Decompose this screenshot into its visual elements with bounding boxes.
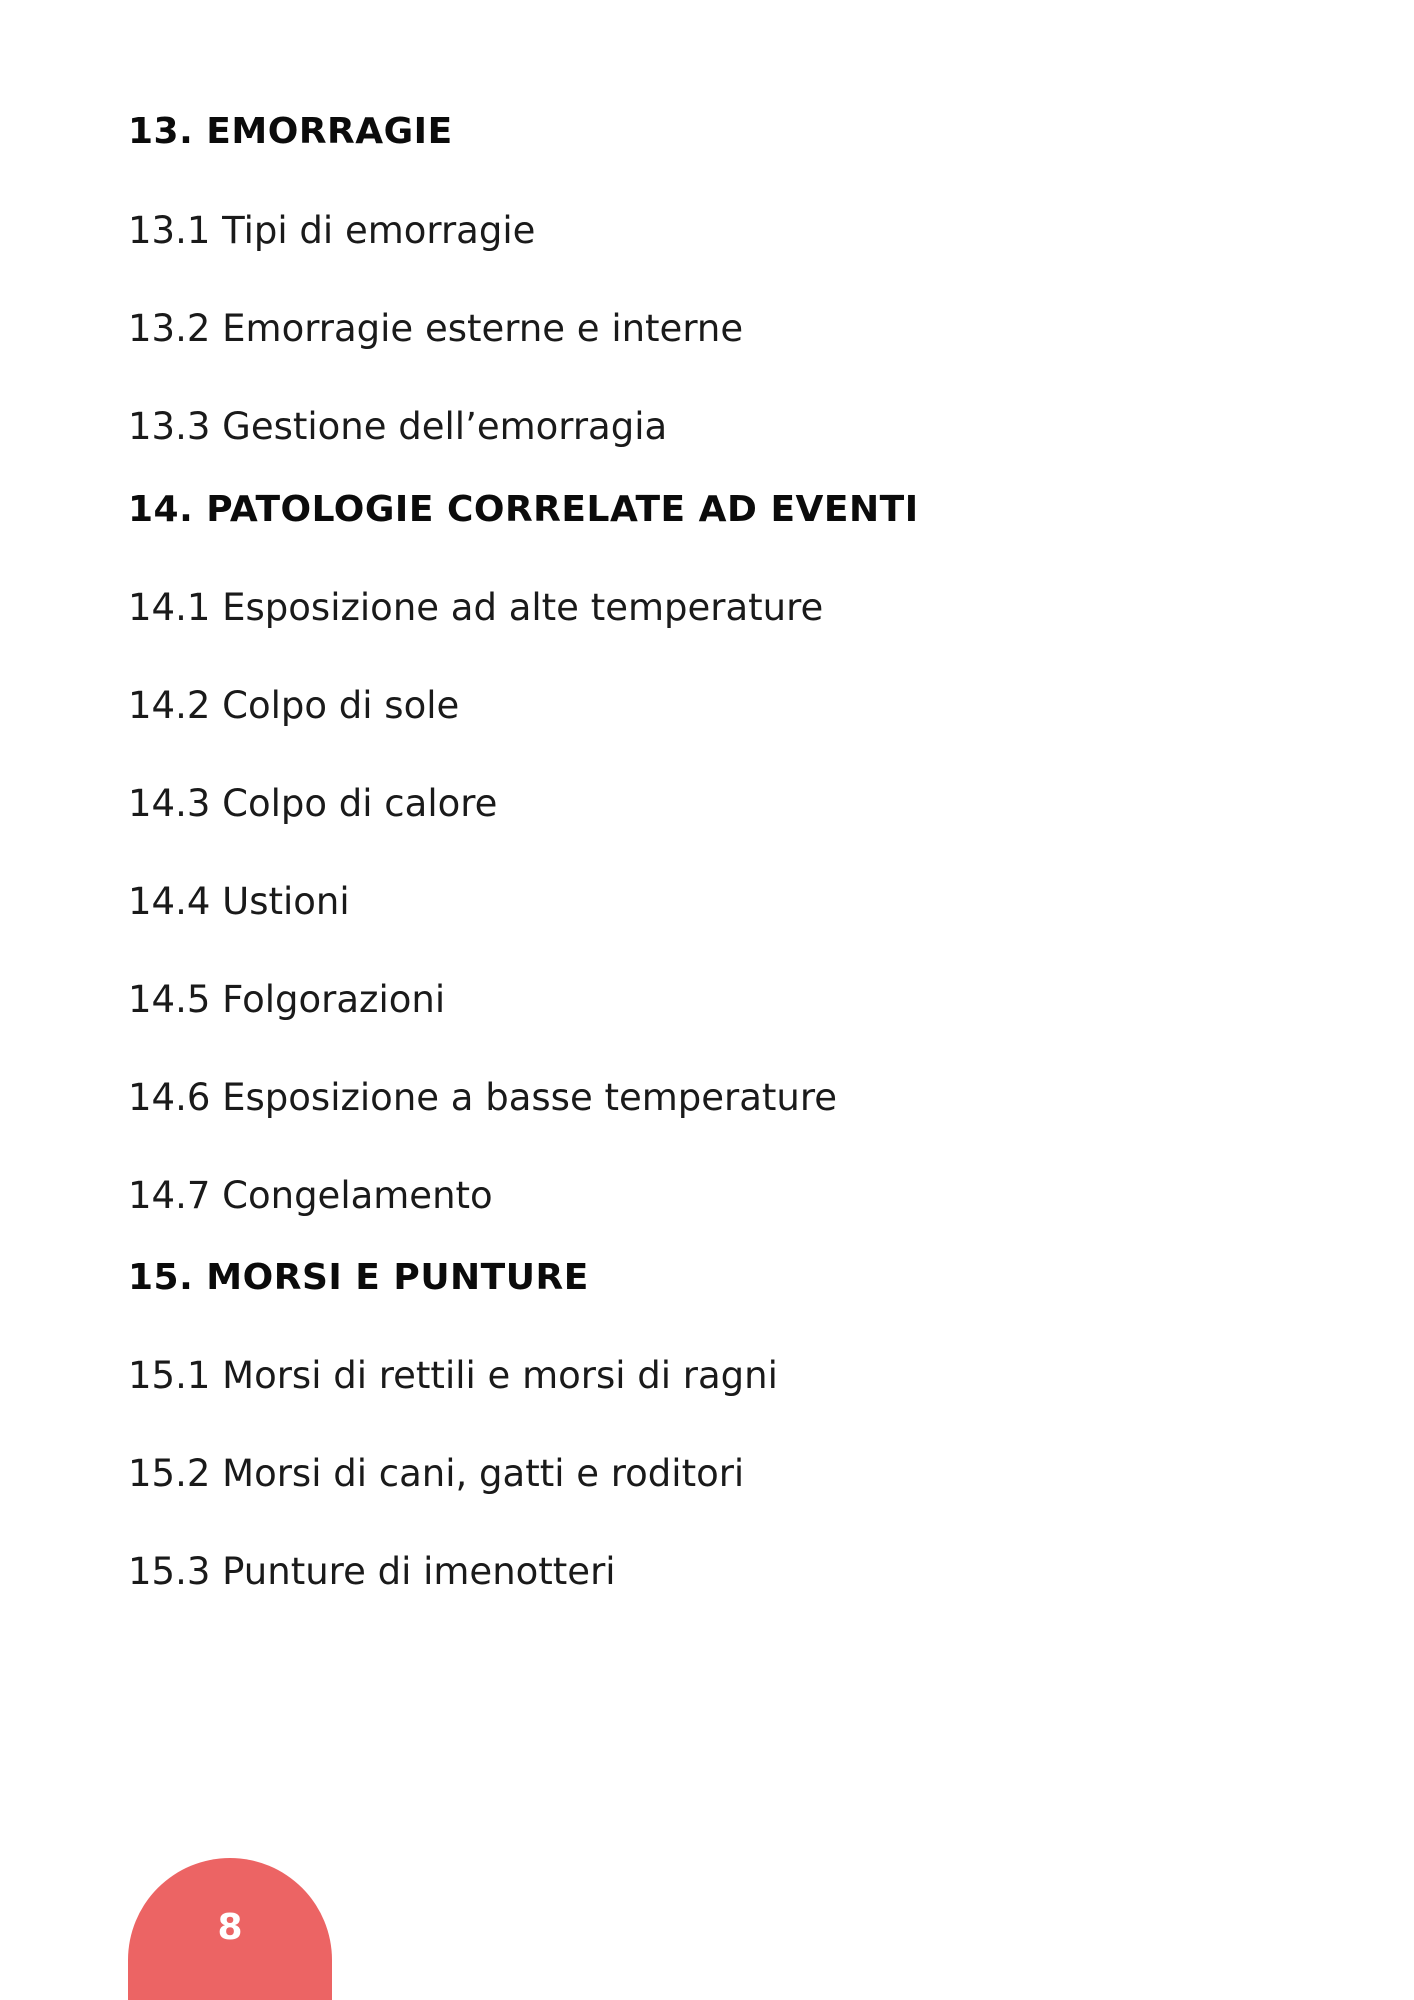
- page-number-badge: [128, 1858, 332, 2000]
- toc-item-15-3: 15.3 Punture di imenotteri: [128, 1550, 616, 1593]
- toc-item-13-1: 13.1 Tipi di emorragie: [128, 209, 536, 252]
- toc-item-14-1: 14.1 Esposizione ad alte temperature: [128, 586, 824, 629]
- toc-item-14-5: 14.5 Folgorazioni: [128, 978, 446, 1021]
- toc-item-15-1: 15.1 Morsi di rettili e morsi di ragni: [128, 1354, 778, 1397]
- section-heading-13: 13. EMORRAGIE: [128, 111, 453, 152]
- toc-item-14-4: 14.4 Ustioni: [128, 880, 350, 923]
- toc-item-14-3: 14.3 Colpo di calore: [128, 782, 498, 825]
- toc-item-13-2: 13.2 Emorragie esterne e interne: [128, 307, 744, 350]
- section-heading-14: 14. PATOLOGIE CORRELATE AD EVENTI: [128, 489, 919, 530]
- toc-item-13-3: 13.3 Gestione dell’emorragia: [128, 405, 668, 448]
- page-number: 8: [217, 1907, 243, 1948]
- toc-item-15-2: 15.2 Morsi di cani, gatti e roditori: [128, 1452, 745, 1495]
- section-heading-15: 15. MORSI E PUNTURE: [128, 1257, 589, 1298]
- toc-item-14-2: 14.2 Colpo di sole: [128, 684, 460, 727]
- toc-item-14-6: 14.6 Esposizione a basse temperature: [128, 1076, 838, 1119]
- toc-item-14-7: 14.7 Congelamento: [128, 1174, 493, 1217]
